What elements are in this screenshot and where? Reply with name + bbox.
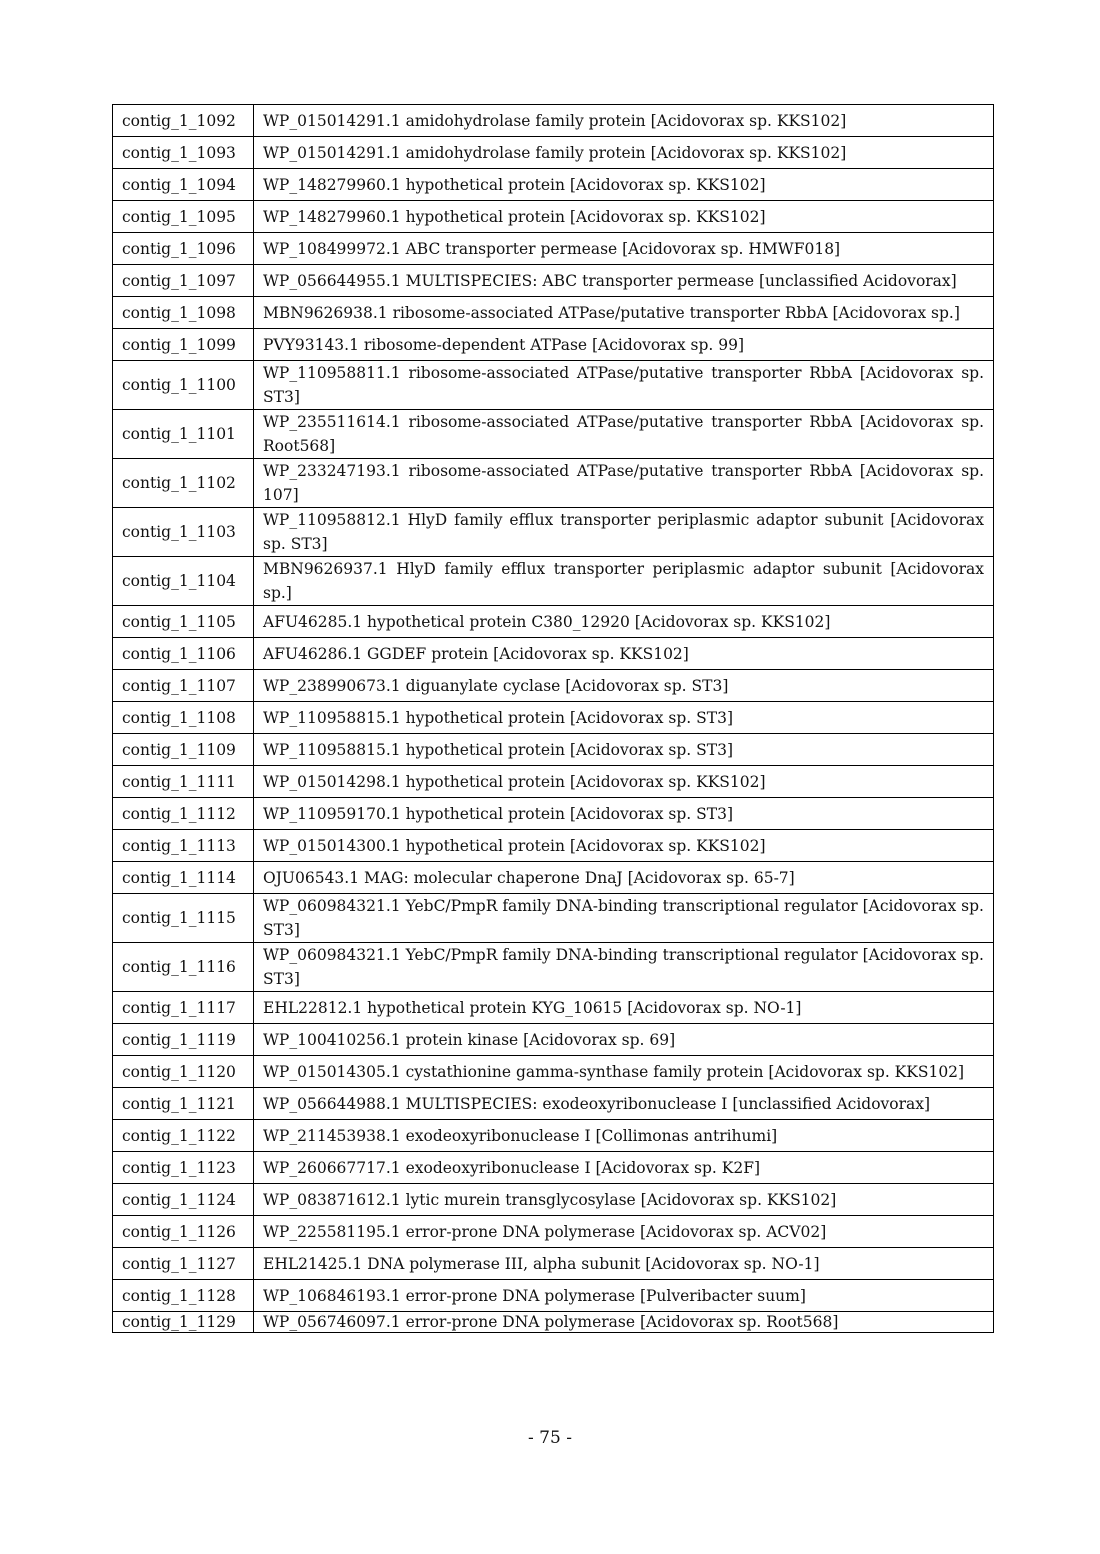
table-row <box>113 201 994 233</box>
table-row <box>113 1280 994 1312</box>
contig-id-cell: contig_1_1104 <box>113 557 254 606</box>
annotation-cell: WP_148279960.1 hypothetical protein [Acidovorax sp. KKS102] <box>254 169 994 201</box>
table-row <box>113 1312 994 1333</box>
annotation-cell: WP_060984321.1 YebC/PmpR family DNA-binding transcriptional regulator [Acidovorax sp. ST3] <box>254 943 994 992</box>
table-row <box>113 265 994 297</box>
contig-id-cell: contig_1_1112 <box>113 798 254 830</box>
table-row <box>113 1216 994 1248</box>
table-row <box>113 137 994 169</box>
table-row <box>113 702 994 734</box>
contig-id-cell: contig_1_1094 <box>113 169 254 201</box>
table-row <box>113 734 994 766</box>
contig-id-cell: contig_1_1115 <box>113 894 254 943</box>
table-row <box>113 1184 994 1216</box>
contig-id-cell: contig_1_1127 <box>113 1248 254 1280</box>
contig-id-cell: contig_1_1099 <box>113 329 254 361</box>
table-row <box>113 766 994 798</box>
annotation-cell: WP_015014291.1 amidohydrolase family protein [Acidovorax sp. KKS102] <box>254 105 994 137</box>
contig-id-cell: contig_1_1113 <box>113 830 254 862</box>
contig-id-cell: contig_1_1102 <box>113 459 254 508</box>
contig-id-cell: contig_1_1120 <box>113 1056 254 1088</box>
table-row <box>113 361 994 410</box>
annotation-cell: AFU46285.1 hypothetical protein C380_12920 [Acidovorax sp. KKS102] <box>254 606 994 638</box>
annotation-cell: WP_056746097.1 error-prone DNA polymerase [Acidovorax sp. Root568] <box>254 1312 994 1333</box>
table-row <box>113 1152 994 1184</box>
annotation-cell: WP_056644988.1 MULTISPECIES: exodeoxyribonuclease I [unclassified Acidovorax] <box>254 1088 994 1120</box>
table-row <box>113 297 994 329</box>
table-row <box>113 992 994 1024</box>
table-row <box>113 233 994 265</box>
annotation-cell: WP_083871612.1 lytic murein transglycosylase [Acidovorax sp. KKS102] <box>254 1184 994 1216</box>
contig-id-cell: contig_1_1097 <box>113 265 254 297</box>
table-row <box>113 1248 994 1280</box>
annotation-cell: WP_110958812.1 HlyD family efflux transporter periplasmic adaptor subunit [Acidovorax sp. ST3] <box>254 508 994 557</box>
table-row <box>113 894 994 943</box>
annotation-cell: EHL21425.1 DNA polymerase III, alpha subunit [Acidovorax sp. NO-1] <box>254 1248 994 1280</box>
annotation-cell: WP_106846193.1 error-prone DNA polymerase [Pulveribacter suum] <box>254 1280 994 1312</box>
contig-id-cell: contig_1_1107 <box>113 670 254 702</box>
annotation-cell: WP_015014291.1 amidohydrolase family protein [Acidovorax sp. KKS102] <box>254 137 994 169</box>
contig-id-cell: contig_1_1103 <box>113 508 254 557</box>
annotation-cell: WP_110959170.1 hypothetical protein [Acidovorax sp. ST3] <box>254 798 994 830</box>
contig-id-cell: contig_1_1117 <box>113 992 254 1024</box>
table-row <box>113 670 994 702</box>
table-row <box>113 105 994 137</box>
annotation-cell: WP_225581195.1 error-prone DNA polymerase [Acidovorax sp. ACV02] <box>254 1216 994 1248</box>
annotation-cell: WP_060984321.1 YebC/PmpR family DNA-binding transcriptional regulator [Acidovorax sp. ST3] <box>254 894 994 943</box>
table-row <box>113 862 994 894</box>
annotation-cell: WP_110958811.1 ribosome-associated ATPase/putative transporter RbbA [Acidovorax sp. ST3] <box>254 361 994 410</box>
table-row <box>113 508 994 557</box>
contig-id-cell: contig_1_1109 <box>113 734 254 766</box>
contig-id-cell: contig_1_1105 <box>113 606 254 638</box>
contig-id-cell: contig_1_1129 <box>113 1312 254 1333</box>
table-row <box>113 1056 994 1088</box>
annotation-cell: WP_110958815.1 hypothetical protein [Acidovorax sp. ST3] <box>254 702 994 734</box>
page-number: - 75 - <box>528 1428 572 1448</box>
table-row <box>113 798 994 830</box>
annotation-cell: EHL22812.1 hypothetical protein KYG_10615 [Acidovorax sp. NO-1] <box>254 992 994 1024</box>
annotation-cell: WP_211453938.1 exodeoxyribonuclease I [Collimonas antrihumi] <box>254 1120 994 1152</box>
annotation-cell: WP_108499972.1 ABC transporter permease [Acidovorax sp. HMWF018] <box>254 233 994 265</box>
annotation-cell: AFU46286.1 GGDEF protein [Acidovorax sp. KKS102] <box>254 638 994 670</box>
contig-id-cell: contig_1_1100 <box>113 361 254 410</box>
contig-id-cell: contig_1_1111 <box>113 766 254 798</box>
table-row <box>113 557 994 606</box>
annotation-cell: WP_233247193.1 ribosome-associated ATPase/putative transporter RbbA [Acidovorax sp. 107] <box>254 459 994 508</box>
table-row <box>113 459 994 508</box>
table-row <box>113 1024 994 1056</box>
contig-id-cell: contig_1_1106 <box>113 638 254 670</box>
contig-id-cell: contig_1_1124 <box>113 1184 254 1216</box>
contig-id-cell: contig_1_1126 <box>113 1216 254 1248</box>
contig-id-cell: contig_1_1092 <box>113 105 254 137</box>
annotation-cell: OJU06543.1 MAG: molecular chaperone DnaJ [Acidovorax sp. 65-7] <box>254 862 994 894</box>
table-row <box>113 1120 994 1152</box>
contig-id-cell: contig_1_1101 <box>113 410 254 459</box>
annotation-table <box>112 104 994 1333</box>
contig-id-cell: contig_1_1098 <box>113 297 254 329</box>
contig-id-cell: contig_1_1123 <box>113 1152 254 1184</box>
table-row <box>113 169 994 201</box>
annotation-cell: WP_235511614.1 ribosome-associated ATPase/putative transporter RbbA [Acidovorax sp. Root568] <box>254 410 994 459</box>
annotation-table-body <box>113 105 994 1333</box>
annotation-cell: WP_148279960.1 hypothetical protein [Acidovorax sp. KKS102] <box>254 201 994 233</box>
annotation-cell: WP_110958815.1 hypothetical protein [Acidovorax sp. ST3] <box>254 734 994 766</box>
table-row <box>113 410 994 459</box>
contig-id-cell: contig_1_1108 <box>113 702 254 734</box>
annotation-cell: WP_100410256.1 protein kinase [Acidovorax sp. 69] <box>254 1024 994 1056</box>
table-row <box>113 1088 994 1120</box>
table-row <box>113 638 994 670</box>
annotation-cell: WP_015014300.1 hypothetical protein [Acidovorax sp. KKS102] <box>254 830 994 862</box>
annotation-cell: MBN9626937.1 HlyD family efflux transporter periplasmic adaptor subunit [Acidovorax sp.] <box>254 557 994 606</box>
annotation-cell: WP_238990673.1 diguanylate cyclase [Acidovorax sp. ST3] <box>254 670 994 702</box>
table-row <box>113 943 994 992</box>
annotation-cell: WP_015014298.1 hypothetical protein [Acidovorax sp. KKS102] <box>254 766 994 798</box>
contig-id-cell: contig_1_1128 <box>113 1280 254 1312</box>
contig-id-cell: contig_1_1116 <box>113 943 254 992</box>
annotation-cell: MBN9626938.1 ribosome-associated ATPase/putative transporter RbbA [Acidovorax sp.] <box>254 297 994 329</box>
contig-id-cell: contig_1_1096 <box>113 233 254 265</box>
table-row <box>113 830 994 862</box>
contig-id-cell: contig_1_1122 <box>113 1120 254 1152</box>
annotation-cell: WP_260667717.1 exodeoxyribonuclease I [Acidovorax sp. K2F] <box>254 1152 994 1184</box>
contig-id-cell: contig_1_1093 <box>113 137 254 169</box>
table-row <box>113 606 994 638</box>
annotation-cell: PVY93143.1 ribosome-dependent ATPase [Acidovorax sp. 99] <box>254 329 994 361</box>
annotation-cell: WP_056644955.1 MULTISPECIES: ABC transporter permease [unclassified Acidovorax] <box>254 265 994 297</box>
contig-id-cell: contig_1_1114 <box>113 862 254 894</box>
contig-id-cell: contig_1_1095 <box>113 201 254 233</box>
table-row <box>113 329 994 361</box>
annotation-cell: WP_015014305.1 cystathionine gamma-synthase family protein [Acidovorax sp. KKS102] <box>254 1056 994 1088</box>
contig-id-cell: contig_1_1121 <box>113 1088 254 1120</box>
contig-id-cell: contig_1_1119 <box>113 1024 254 1056</box>
